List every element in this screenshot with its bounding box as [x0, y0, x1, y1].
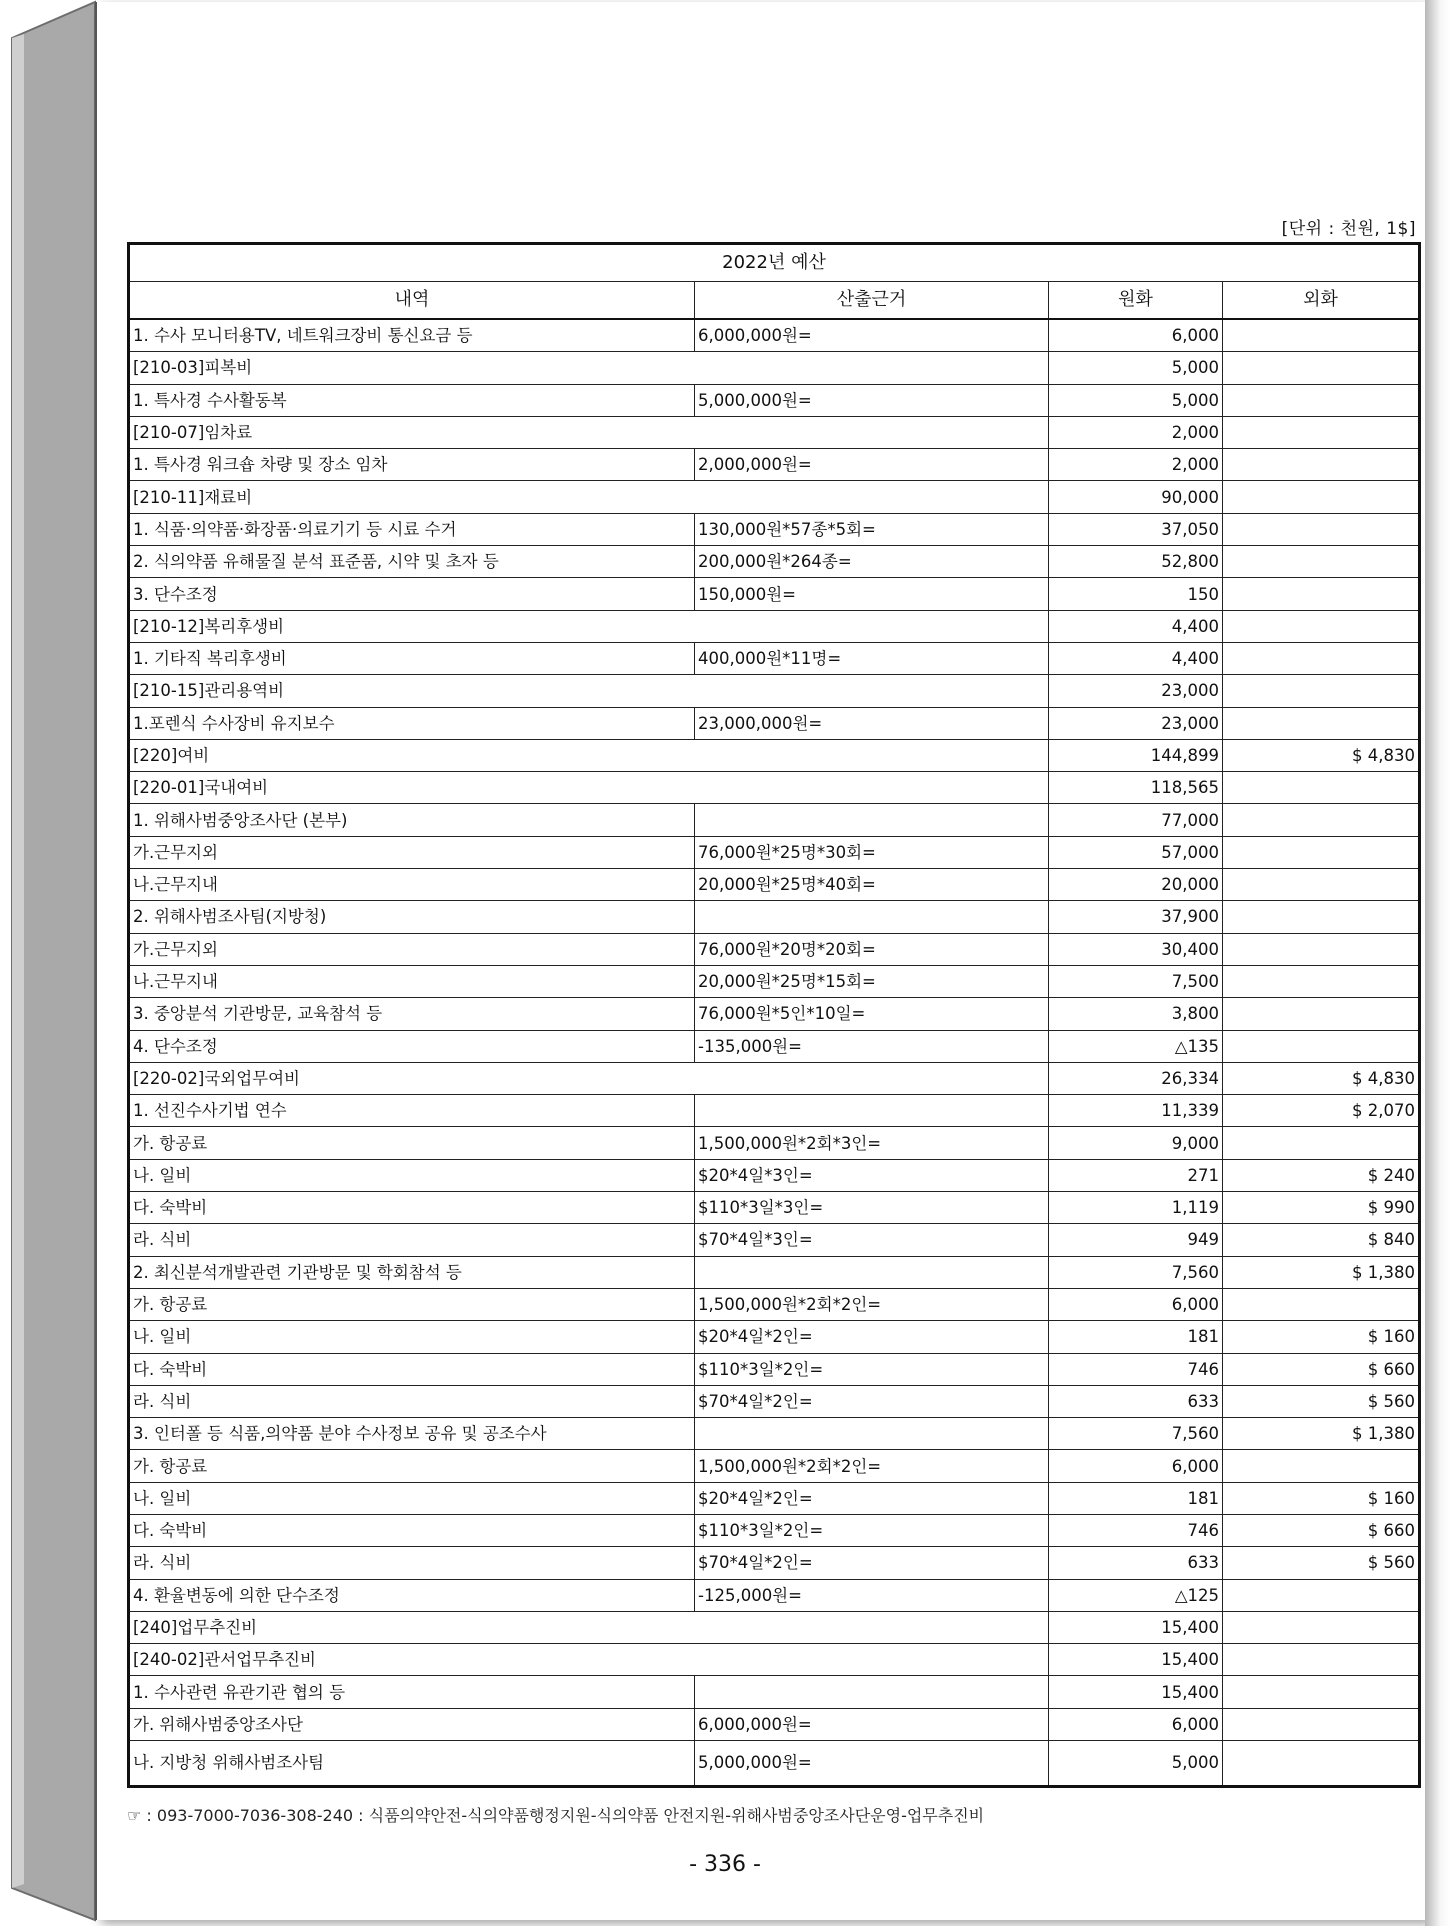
row-fx-amount [1223, 1030, 1420, 1062]
table-row [129, 1095, 1420, 1127]
row-item-label: 가.근무지외 [129, 836, 695, 868]
row-krw-amount: 181 [1049, 1321, 1223, 1353]
row-fx-amount [1223, 352, 1420, 384]
row-item-label: 나. 일비 [129, 1159, 695, 1191]
row-basis: 76,000원*25명*30회= [695, 836, 1049, 868]
row-krw-amount: 15,400 [1049, 1676, 1223, 1708]
row-fx-amount: $ 4,830 [1223, 739, 1420, 771]
row-basis [695, 1256, 1049, 1288]
row-basis: $110*3일*2인= [695, 1353, 1049, 1385]
row-krw-amount: 23,000 [1049, 707, 1223, 739]
row-fx-amount: $ 2,070 [1223, 1095, 1420, 1127]
row-krw-amount: △125 [1049, 1579, 1223, 1611]
row-basis: 5,000,000원= [695, 1741, 1049, 1787]
row-krw-amount: 11,339 [1049, 1095, 1223, 1127]
row-fx-amount [1223, 1708, 1420, 1740]
table-row [129, 675, 1420, 707]
row-item-label: [220-01]국내여비 [129, 772, 1049, 804]
row-item-label: 1. 특사경 워크숍 차량 및 장소 임차 [129, 449, 695, 481]
row-item-label: 다. 숙박비 [129, 1514, 695, 1546]
row-basis: $70*4일*2인= [695, 1385, 1049, 1417]
row-item-label: 2. 위해사범조사팀(지방청) [129, 901, 695, 933]
row-fx-amount: $ 4,830 [1223, 1062, 1420, 1094]
row-krw-amount: 30,400 [1049, 933, 1223, 965]
table-row [129, 1353, 1420, 1385]
row-fx-amount [1223, 319, 1420, 352]
row-krw-amount: 633 [1049, 1547, 1223, 1579]
row-basis: 130,000원*57종*5회= [695, 513, 1049, 545]
row-item-label: 나. 지방청 위해사범조사팀 [129, 1741, 695, 1787]
row-fx-amount [1223, 416, 1420, 448]
table-row [129, 578, 1420, 610]
row-krw-amount: 118,565 [1049, 772, 1223, 804]
row-fx-amount: $ 160 [1223, 1321, 1420, 1353]
row-item-label: 2. 식의약품 유해물질 분석 표준품, 시약 및 초자 등 [129, 546, 695, 578]
row-fx-amount [1223, 675, 1420, 707]
row-item-label: 가. 항공료 [129, 1288, 695, 1320]
row-fx-amount [1223, 1644, 1420, 1676]
row-fx-amount [1223, 804, 1420, 836]
col-header-fx: 외화 [1223, 282, 1420, 320]
row-item-label: [240]업무추진비 [129, 1611, 1049, 1643]
budget-code-footnote: ☞ : 093-7000-7036-308-240 : 식품의약안전-식의약품행정지원-식의약품 안전지원-위해사범중앙조사단운영-업무추진비 [127, 1806, 985, 1825]
row-item-label: 나.근무지내 [129, 869, 695, 901]
row-item-label: 3. 단수조정 [129, 578, 695, 610]
row-item-label: 다. 숙박비 [129, 1192, 695, 1224]
table-row [129, 1708, 1420, 1740]
table-row [129, 1611, 1420, 1643]
row-item-label: 1. 위해사범중앙조사단 (본부) [129, 804, 695, 836]
table-row [129, 998, 1420, 1030]
unit-note: [단위 : 천원, 1$] [1281, 219, 1416, 239]
row-basis: 6,000,000원= [695, 1708, 1049, 1740]
table-row [129, 1062, 1420, 1094]
row-item-label: 가.근무지외 [129, 933, 695, 965]
table-row [129, 965, 1420, 997]
row-item-label: 1. 수사 모니터용TV, 네트워크장비 통신요금 등 [129, 319, 695, 352]
row-item-label: 4. 환율변동에 의한 단수조정 [129, 1579, 695, 1611]
row-fx-amount [1223, 449, 1420, 481]
row-krw-amount: 2,000 [1049, 416, 1223, 448]
table-row [129, 1288, 1420, 1320]
row-basis: 150,000원= [695, 578, 1049, 610]
budget-table [127, 242, 1421, 1788]
row-krw-amount: 949 [1049, 1224, 1223, 1256]
table-row [129, 319, 1420, 352]
row-krw-amount: 1,119 [1049, 1192, 1223, 1224]
budget-table-body [129, 319, 1420, 1787]
row-fx-amount [1223, 965, 1420, 997]
row-fx-amount: $ 660 [1223, 1514, 1420, 1546]
row-krw-amount: 9,000 [1049, 1127, 1223, 1159]
row-basis: 20,000원*25명*15회= [695, 965, 1049, 997]
table-row [129, 707, 1420, 739]
col-header-item: 내역 [129, 282, 695, 320]
row-krw-amount: 15,400 [1049, 1611, 1223, 1643]
row-basis: 5,000,000원= [695, 384, 1049, 416]
col-header-krw: 원화 [1049, 282, 1223, 320]
row-item-label: [240-02]관서업무추진비 [129, 1644, 1049, 1676]
row-fx-amount [1223, 546, 1420, 578]
row-fx-amount [1223, 610, 1420, 642]
row-krw-amount: △135 [1049, 1030, 1223, 1062]
row-item-label: 3. 중앙분석 기관방문, 교육참석 등 [129, 998, 695, 1030]
row-fx-amount [1223, 901, 1420, 933]
table-row [129, 1192, 1420, 1224]
row-krw-amount: 746 [1049, 1514, 1223, 1546]
row-item-label: 2. 최신분석개발관련 기관방문 및 학회참석 등 [129, 1256, 695, 1288]
row-krw-amount: 3,800 [1049, 998, 1223, 1030]
row-krw-amount: 6,000 [1049, 1708, 1223, 1740]
table-row [129, 1321, 1420, 1353]
table-row [129, 1579, 1420, 1611]
table-row [129, 1159, 1420, 1191]
row-krw-amount: 4,400 [1049, 642, 1223, 674]
row-item-label: [210-15]관리용역비 [129, 675, 1049, 707]
row-item-label: 나.근무지내 [129, 965, 695, 997]
table-row [129, 642, 1420, 674]
row-krw-amount: 6,000 [1049, 1450, 1223, 1482]
row-fx-amount [1223, 578, 1420, 610]
row-item-label: 라. 식비 [129, 1547, 695, 1579]
row-basis: 2,000,000원= [695, 449, 1049, 481]
row-basis: 23,000,000원= [695, 707, 1049, 739]
row-fx-amount [1223, 513, 1420, 545]
row-fx-amount [1223, 707, 1420, 739]
row-fx-amount [1223, 998, 1420, 1030]
row-item-label: 나. 일비 [129, 1482, 695, 1514]
row-item-label: [210-03]피복비 [129, 352, 1049, 384]
row-item-label: 라. 식비 [129, 1385, 695, 1417]
row-item-label: 1. 식품·의약품·화장품·의료기기 등 시료 수거 [129, 513, 695, 545]
row-basis: $70*4일*2인= [695, 1547, 1049, 1579]
row-fx-amount: $ 160 [1223, 1482, 1420, 1514]
row-item-label: 1. 수사관련 유관기관 협의 등 [129, 1676, 695, 1708]
row-krw-amount: 15,400 [1049, 1644, 1223, 1676]
row-fx-amount [1223, 933, 1420, 965]
book-spine-edge [0, 0, 100, 1926]
row-fx-amount [1223, 869, 1420, 901]
row-item-label: 1.포렌식 수사장비 유지보수 [129, 707, 695, 739]
table-row [129, 481, 1420, 513]
row-krw-amount: 746 [1049, 1353, 1223, 1385]
row-krw-amount: 2,000 [1049, 449, 1223, 481]
row-fx-amount [1223, 836, 1420, 868]
row-krw-amount: 6,000 [1049, 319, 1223, 352]
row-fx-amount [1223, 1611, 1420, 1643]
table-row [129, 1418, 1420, 1450]
row-krw-amount: 20,000 [1049, 869, 1223, 901]
row-fx-amount: $ 1,380 [1223, 1418, 1420, 1450]
row-krw-amount: 181 [1049, 1482, 1223, 1514]
page-number: - 336 - [689, 1852, 761, 1877]
row-krw-amount: 90,000 [1049, 481, 1223, 513]
row-item-label: [210-11]재료비 [129, 481, 1049, 513]
table-row [129, 384, 1420, 416]
row-krw-amount: 6,000 [1049, 1288, 1223, 1320]
row-item-label: 나. 일비 [129, 1321, 695, 1353]
row-fx-amount [1223, 481, 1420, 513]
row-item-label: [210-12]복리후생비 [129, 610, 1049, 642]
table-row [129, 546, 1420, 578]
table-row [129, 1741, 1420, 1787]
row-fx-amount: $ 240 [1223, 1159, 1420, 1191]
table-row [129, 836, 1420, 868]
row-basis: 1,500,000원*2회*2인= [695, 1288, 1049, 1320]
table-row [129, 513, 1420, 545]
row-basis [695, 1095, 1049, 1127]
table-row [129, 739, 1420, 771]
row-item-label: 가. 위해사범중앙조사단 [129, 1708, 695, 1740]
row-item-label: 다. 숙박비 [129, 1353, 695, 1385]
row-krw-amount: 7,560 [1049, 1256, 1223, 1288]
row-basis: 76,000원*5인*10일= [695, 998, 1049, 1030]
row-fx-amount: $ 560 [1223, 1547, 1420, 1579]
row-fx-amount: $ 990 [1223, 1192, 1420, 1224]
table-row [129, 869, 1420, 901]
row-basis: $110*3일*3인= [695, 1192, 1049, 1224]
row-fx-amount: $ 840 [1223, 1224, 1420, 1256]
row-krw-amount: 26,334 [1049, 1062, 1223, 1094]
row-basis [695, 901, 1049, 933]
table-row [129, 1385, 1420, 1417]
table-row [129, 1547, 1420, 1579]
row-basis: 6,000,000원= [695, 319, 1049, 352]
row-fx-amount: $ 1,380 [1223, 1256, 1420, 1288]
table-row [129, 933, 1420, 965]
row-basis [695, 1676, 1049, 1708]
row-fx-amount [1223, 1288, 1420, 1320]
row-item-label: [220-02]국외업무여비 [129, 1062, 1049, 1094]
table-row [129, 1676, 1420, 1708]
row-krw-amount: 150 [1049, 578, 1223, 610]
row-krw-amount: 23,000 [1049, 675, 1223, 707]
row-fx-amount [1223, 1741, 1420, 1787]
row-fx-amount [1223, 384, 1420, 416]
row-item-label: [210-07]임차료 [129, 416, 1049, 448]
table-row [129, 1256, 1420, 1288]
row-fx-amount [1223, 1127, 1420, 1159]
row-basis: -135,000원= [695, 1030, 1049, 1062]
row-krw-amount: 5,000 [1049, 384, 1223, 416]
table-row [129, 1482, 1420, 1514]
table-row [129, 610, 1420, 642]
row-basis: $70*4일*3인= [695, 1224, 1049, 1256]
year-header: 2022년 예산 [129, 244, 1420, 282]
row-basis: 76,000원*20명*20회= [695, 933, 1049, 965]
row-item-label: 가. 항공료 [129, 1450, 695, 1482]
row-fx-amount: $ 560 [1223, 1385, 1420, 1417]
row-krw-amount: 4,400 [1049, 610, 1223, 642]
row-basis: 200,000원*264종= [695, 546, 1049, 578]
row-basis: 1,500,000원*2회*3인= [695, 1127, 1049, 1159]
row-item-label: 라. 식비 [129, 1224, 695, 1256]
row-krw-amount: 37,900 [1049, 901, 1223, 933]
table-row [129, 1030, 1420, 1062]
col-header-basis: 산출근거 [695, 282, 1049, 320]
row-krw-amount: 7,560 [1049, 1418, 1223, 1450]
row-fx-amount [1223, 1579, 1420, 1611]
row-basis: 1,500,000원*2회*2인= [695, 1450, 1049, 1482]
table-row [129, 1224, 1420, 1256]
table-row [129, 416, 1420, 448]
row-fx-amount [1223, 642, 1420, 674]
row-krw-amount: 7,500 [1049, 965, 1223, 997]
page-edge-shadow [1425, 0, 1450, 1926]
row-item-label: 4. 단수조정 [129, 1030, 695, 1062]
row-item-label: 1. 특사경 수사활동복 [129, 384, 695, 416]
row-fx-amount [1223, 1676, 1420, 1708]
table-row [129, 772, 1420, 804]
row-basis: $20*4일*2인= [695, 1482, 1049, 1514]
row-fx-amount: $ 660 [1223, 1353, 1420, 1385]
row-krw-amount: 5,000 [1049, 1741, 1223, 1787]
row-fx-amount [1223, 1450, 1420, 1482]
row-item-label: 1. 선진수사기법 연수 [129, 1095, 695, 1127]
row-krw-amount: 37,050 [1049, 513, 1223, 545]
table-row [129, 1514, 1420, 1546]
row-basis [695, 1418, 1049, 1450]
row-krw-amount: 144,899 [1049, 739, 1223, 771]
row-krw-amount: 5,000 [1049, 352, 1223, 384]
row-basis: -125,000원= [695, 1579, 1049, 1611]
row-basis: $110*3일*2인= [695, 1514, 1049, 1546]
row-item-label: [220]여비 [129, 739, 1049, 771]
table-row [129, 1450, 1420, 1482]
row-item-label: 가. 항공료 [129, 1127, 695, 1159]
row-krw-amount: 57,000 [1049, 836, 1223, 868]
table-row [129, 449, 1420, 481]
table-row [129, 804, 1420, 836]
row-krw-amount: 271 [1049, 1159, 1223, 1191]
row-krw-amount: 633 [1049, 1385, 1223, 1417]
row-fx-amount [1223, 772, 1420, 804]
table-row [129, 352, 1420, 384]
row-basis: 400,000원*11명= [695, 642, 1049, 674]
table-row [129, 901, 1420, 933]
table-row [129, 1127, 1420, 1159]
row-basis: 20,000원*25명*40회= [695, 869, 1049, 901]
row-basis: $20*4일*3인= [695, 1159, 1049, 1191]
table-row [129, 1644, 1420, 1676]
row-item-label: 3. 인터폴 등 식품,의약품 분야 수사정보 공유 및 공조수사 [129, 1418, 695, 1450]
row-krw-amount: 52,800 [1049, 546, 1223, 578]
row-basis: $20*4일*2인= [695, 1321, 1049, 1353]
row-krw-amount: 77,000 [1049, 804, 1223, 836]
row-item-label: 1. 기타직 복리후생비 [129, 642, 695, 674]
row-basis [695, 804, 1049, 836]
